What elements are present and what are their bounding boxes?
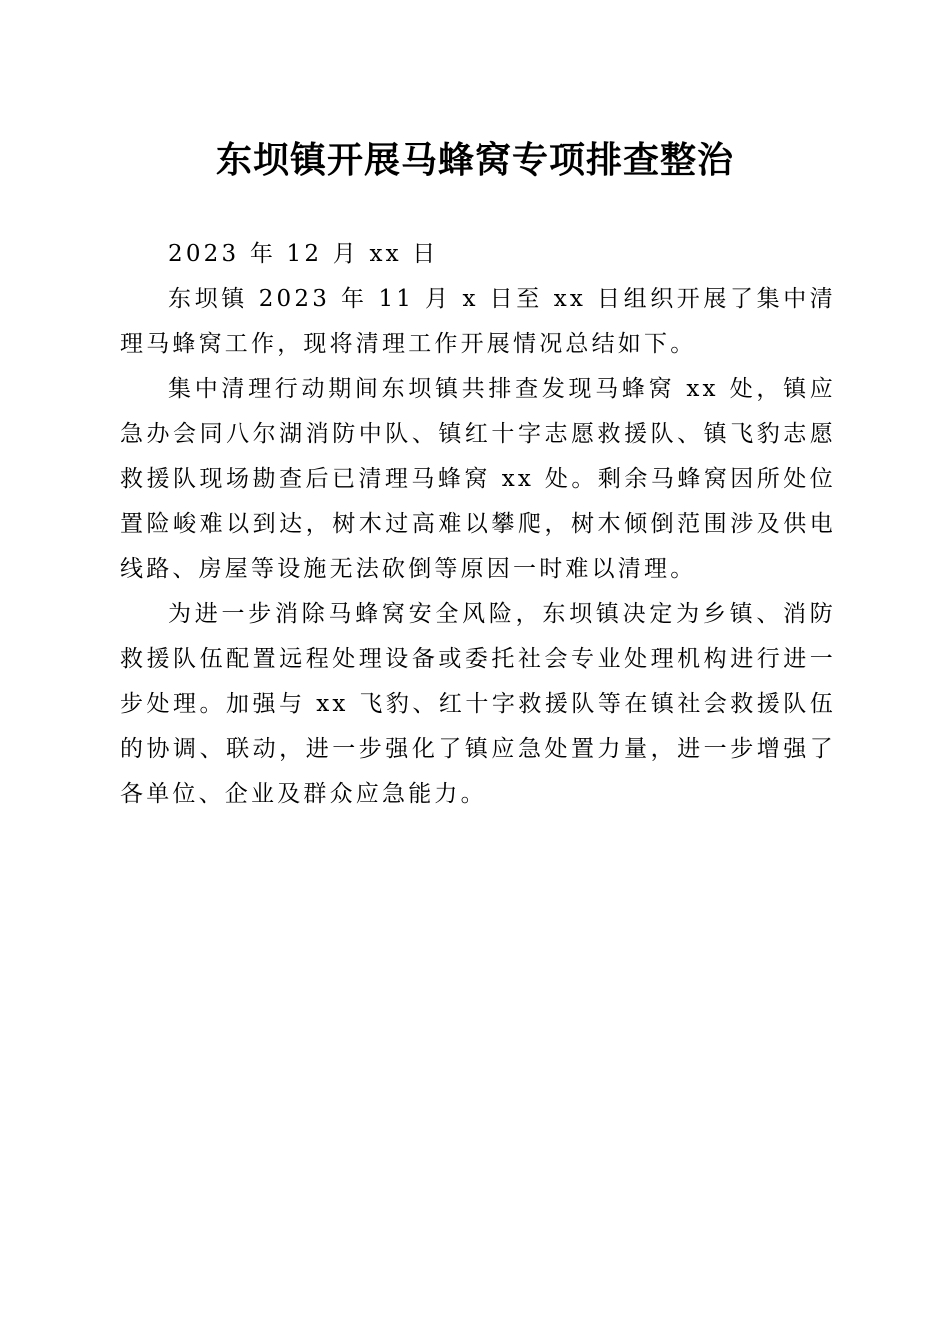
paragraph-intro: 东坝镇 2023 年 11 月 x 日至 xx 日组织开展了集中清理马蜂窝工作，现将清理工作开展情况总结如下。 <box>120 286 836 357</box>
paragraph-cleanup-results: 集中清理行动期间东坝镇共排查发现马蜂窝 xx 处，镇应急办会同八尔湖消防中队、镇红十字志愿救援队、镇飞豹志愿救援队现场勘查后已清理马蜂窝 xx 处。剩余马蜂窝因所处位置险峻难以到达，树木过高难以攀爬，树木倾倒范围涉及供电线路、房屋等设施无法砍倒等原因一时难以清理。 <box>120 376 836 582</box>
document-date: 2023 年 12 月 xx 日 <box>168 241 439 267</box>
document-title: 东坝镇开展马蜂窝专项排查整治 <box>215 139 734 181</box>
paragraph-next-steps: 为进一步消除马蜂窝安全风险，东坝镇决定为乡镇、消防救援队伍配置远程处理设备或委托社会专业处理机构进行进一步处理。加强与 xx 飞豹、红十字救援队等在镇社会救援队伍的协调、联动，进一步强化了镇应急处置力量，进一步增强了各单位、企业及群众应急能力。 <box>120 601 836 807</box>
document-body <box>120 232 836 817</box>
